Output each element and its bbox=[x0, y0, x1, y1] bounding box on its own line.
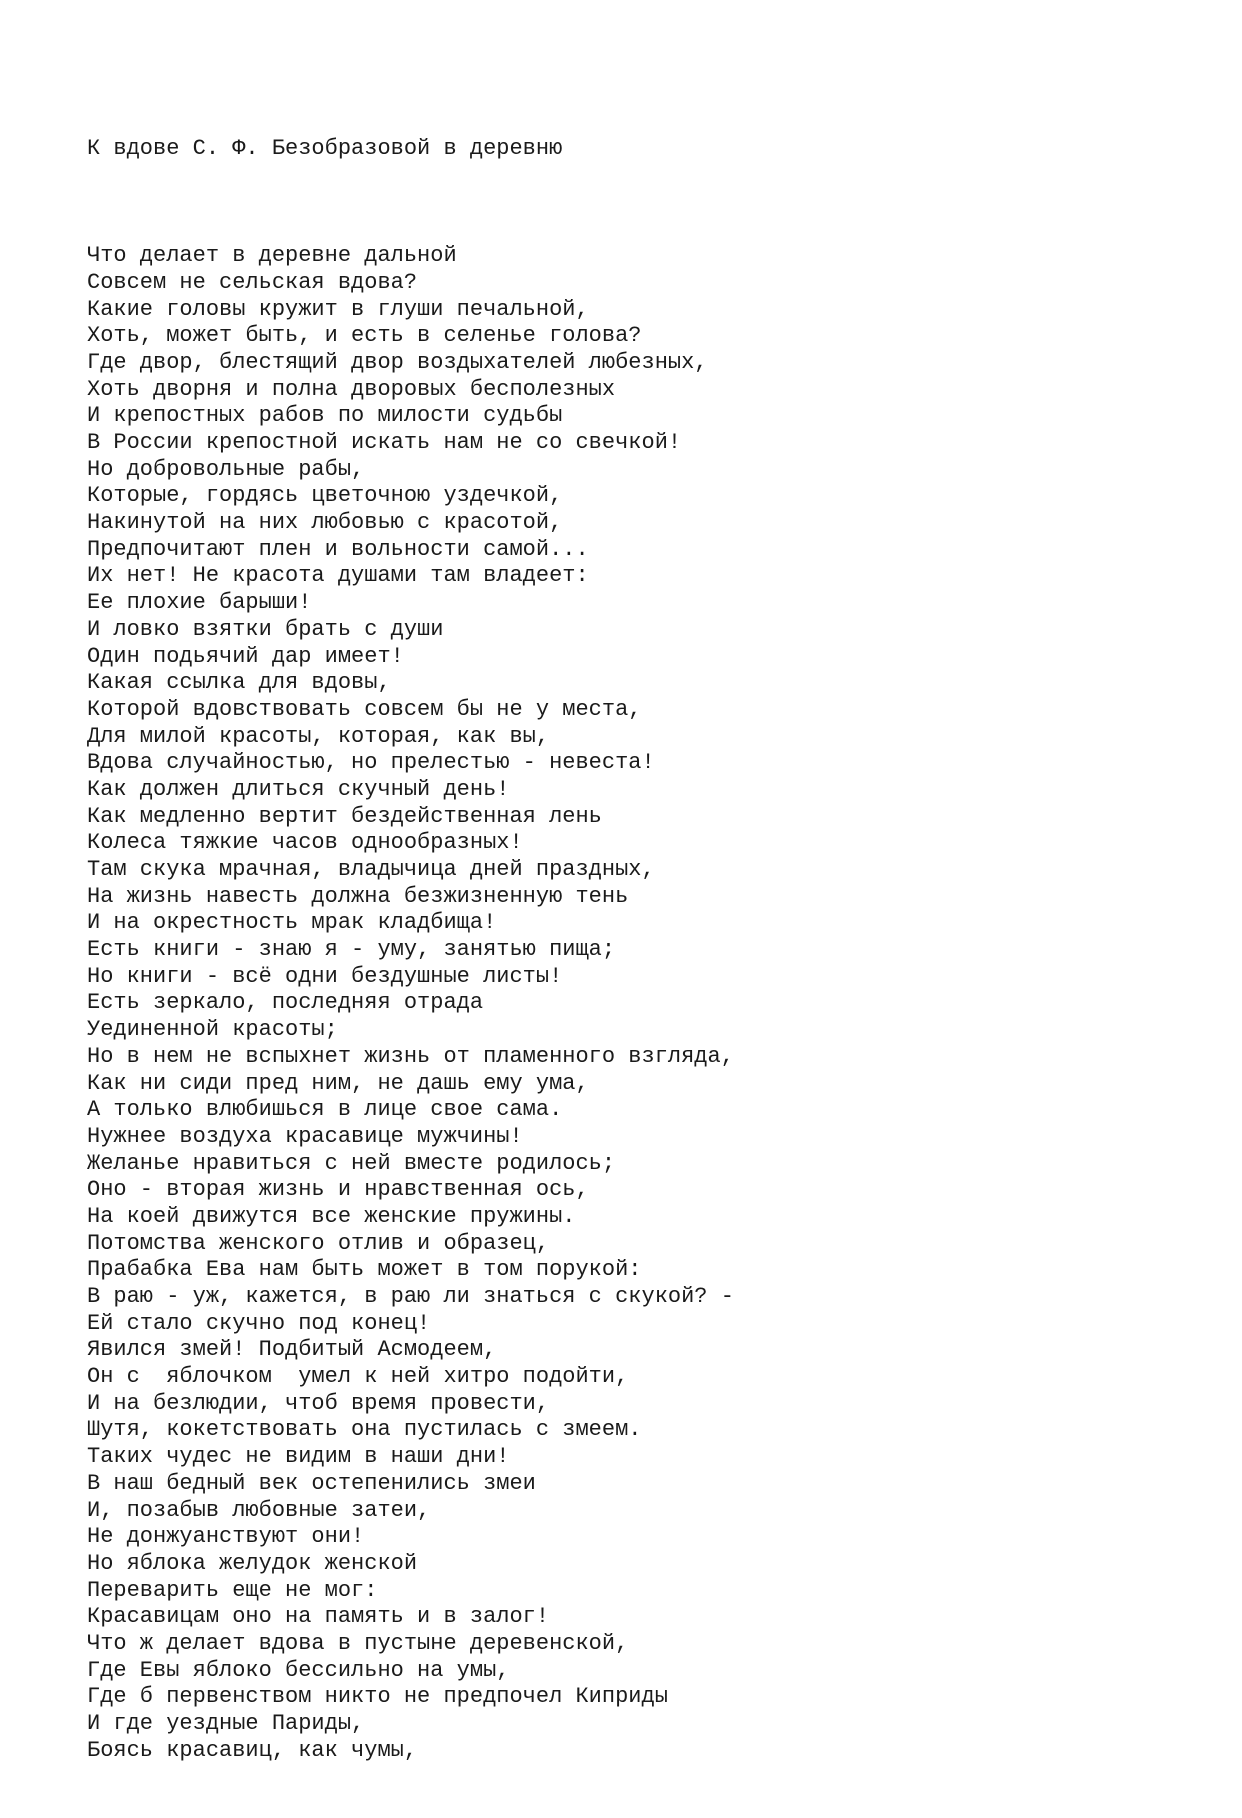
poem-line: Колеса тяжкие часов однообразных! bbox=[87, 830, 523, 856]
poem-line: На коей движутся все женские пружины. bbox=[87, 1203, 576, 1229]
poem-line: В наш бедный век остепенились змеи bbox=[87, 1470, 536, 1496]
poem-line: Потомства женского отлив и образец, bbox=[87, 1230, 550, 1256]
poem-line: Как медленно вертит бездейственная лень bbox=[87, 803, 602, 829]
poem-text bbox=[87, 83, 1187, 1818]
poem-line: Где б первенством никто не предпочел Киприды bbox=[87, 1684, 668, 1710]
poem-line: А только влюбишься в лице свое сама. bbox=[87, 1097, 563, 1123]
poem-line: Но книги - всё одни бездушные листы! bbox=[87, 963, 563, 989]
poem-line: Прабабка Ева нам быть может в том порукой: bbox=[87, 1257, 642, 1283]
poem-line: В раю - уж, кажется, в раю ли знаться с скукой? - bbox=[87, 1284, 734, 1310]
poem-line: Где двор, блестящий двор воздыхателей любезных, bbox=[87, 349, 708, 375]
poem-line: Там скука мрачная, владычица дней праздных, bbox=[87, 857, 655, 883]
poem-line: Уединенной красоты; bbox=[87, 1017, 338, 1043]
poem-line: Но яблока желудок женской bbox=[87, 1550, 418, 1576]
poem-line: Один подьячий дар имеет! bbox=[87, 643, 404, 669]
poem-line: Совсем не сельская вдова? bbox=[87, 269, 418, 295]
poem-line: Хоть, может быть, и есть в селенье голова? bbox=[87, 323, 642, 349]
poem-line: Хоть дворня и полна дворовых бесполезных bbox=[87, 376, 616, 402]
poem-line: Их нет! Не красота душами там владеет: bbox=[87, 563, 589, 589]
poem-line: Какие головы кружит в глуши печальной, bbox=[87, 296, 589, 322]
poem-line: Ее плохие барыши! bbox=[87, 590, 312, 616]
poem-line: Для милой красоты, которая, как вы, bbox=[87, 723, 550, 749]
poem-line: Нужнее воздуха красавице мужчины! bbox=[87, 1123, 523, 1149]
poem-line: Что делает в деревне дальной bbox=[87, 243, 457, 269]
poem-line: И, позабыв любовные затеи, bbox=[87, 1497, 431, 1523]
poem-line: Какая ссылка для вдовы, bbox=[87, 670, 391, 696]
poem-title: К вдове С. Ф. Безобразовой в деревню bbox=[87, 136, 563, 162]
poem-line: Красавицам оно на память и в залог! bbox=[87, 1604, 550, 1630]
poem-line: И на безлюдии, чтоб время провести, bbox=[87, 1390, 550, 1416]
poem-line: Он с яблочком умел к ней хитро подойти, bbox=[87, 1364, 629, 1390]
poem-line: Оно - вторая жизнь и нравственная ось, bbox=[87, 1177, 589, 1203]
poem-line: Которой вдовствовать совсем бы не у места, bbox=[87, 696, 642, 722]
poem-line: Шутя, кокетствовать она пустилась с змеем. bbox=[87, 1417, 642, 1443]
poem-line: Таких чудес не видим в наши дни! bbox=[87, 1444, 510, 1470]
poem-line: В России крепостной искать нам не со свечкой! bbox=[87, 430, 682, 456]
poem-line: Что ж делает вдова в пустыне деревенской, bbox=[87, 1630, 629, 1656]
poem-line: Предпочитают плен и вольности самой... bbox=[87, 536, 589, 562]
poem-line: Желанье нравиться с ней вместе родилось; bbox=[87, 1150, 616, 1176]
poem-line: На жизнь навесть должна безжизненную тень bbox=[87, 883, 629, 909]
poem-lines bbox=[87, 243, 1187, 1764]
poem-line: Не донжуанствуют они! bbox=[87, 1524, 365, 1550]
poem-line: Как ни сиди пред ним, не дашь ему ума, bbox=[87, 1070, 589, 1096]
poem-line: Есть книги - знаю я - уму, занятью пища; bbox=[87, 937, 616, 963]
poem-line: И ловко взятки брать с души bbox=[87, 616, 444, 642]
poem-line: Как должен длиться скучный день! bbox=[87, 776, 510, 802]
poem-line: Где Евы яблоко бессильно на умы, bbox=[87, 1657, 510, 1683]
poem-line: Явился змей! Подбитый Асмодеем, bbox=[87, 1337, 497, 1363]
poem-line: Переварить еще не мог: bbox=[87, 1577, 378, 1603]
poem-line: Боясь красавиц, как чумы, bbox=[87, 1737, 418, 1763]
poem-line: Вдова случайностью, но прелестью - невеста! bbox=[87, 750, 655, 776]
poem-line: Ей стало скучно под конец! bbox=[87, 1310, 431, 1336]
poem-line: И крепостных рабов по милости судьбы bbox=[87, 403, 563, 429]
poem-line: Накинутой на них любовью с красотой, bbox=[87, 510, 563, 536]
poem-line: Но добровольные рабы, bbox=[87, 456, 365, 482]
poem-line: Есть зеркало, последняя отрада bbox=[87, 990, 484, 1016]
poem-line: И где уездные Париды, bbox=[87, 1711, 365, 1737]
poem-line: Которые, гордясь цветочною уздечкой, bbox=[87, 483, 563, 509]
poem-line: Но в нем не вспыхнет жизнь от пламенного взгляда, bbox=[87, 1043, 734, 1069]
poem-line: И на окрестность мрак кладбища! bbox=[87, 910, 497, 936]
